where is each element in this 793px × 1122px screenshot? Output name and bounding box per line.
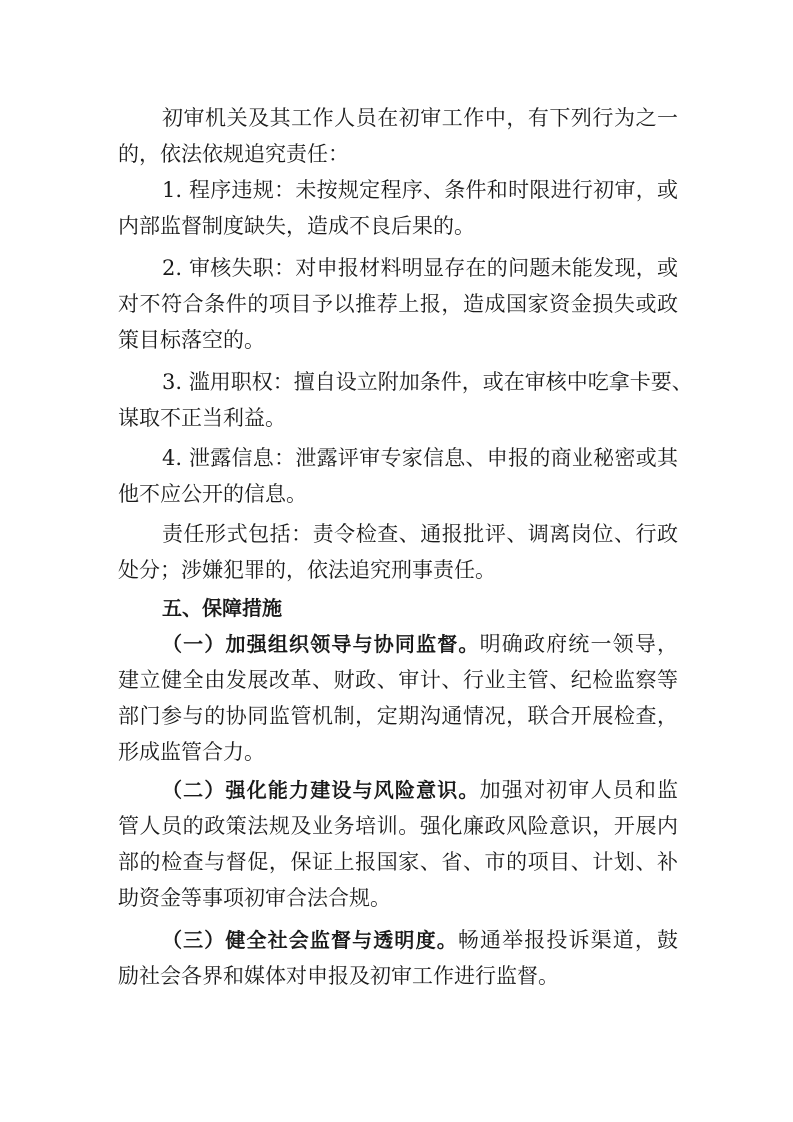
list-item-line: 他不应公开的信息。 — [118, 482, 307, 506]
paragraph-line: 初审机关及其工作人员在初审工作中，有下列行为之一 — [162, 106, 678, 130]
subsection-text: 加强对初审人员和监 — [479, 778, 678, 802]
list-item-line: 对不符合条件的项目予以推荐上报，造成国家资金损失或政 — [118, 292, 678, 316]
subsection-text: 明确政府统一领导， — [479, 632, 678, 656]
list-item-line: 4. 泄露信息：泄露评审专家信息、申报的商业秘密或其 — [162, 446, 678, 470]
subsection-line — [162, 922, 678, 958]
list-item-line: 1. 程序违规：未按规定程序、条件和时限进行初审，或 — [162, 178, 678, 202]
subsection-line: 部门参与的协同监管机制，定期沟通情况，联合开展检查， — [118, 704, 678, 728]
list-item-line: 2. 审核失职：对申报材料明显存在的问题未能发现，或 — [162, 256, 678, 280]
paragraph-line: 的，依法依规追究责任： — [118, 142, 349, 166]
list-item-line: 3. 滥用职权：擅自设立附加条件，或在审核中吃拿卡要、 — [162, 370, 693, 394]
list-item-line: 策目标落空的。 — [118, 328, 265, 352]
subsection-line: 部的检查与督促，保证上报国家、省、市的项目、计划、补 — [118, 850, 678, 874]
list-item-line: 内部监督制度缺失，造成不良后果的。 — [118, 214, 475, 238]
list-item-line: 谋取不正当利益。 — [118, 406, 286, 430]
subsection-title: （三）健全社会监督与透明度。 — [162, 928, 458, 952]
subsection-line — [162, 772, 678, 808]
subsection-line: 建立健全由发展改革、财政、审计、行业主管、纪检监察等 — [118, 668, 678, 692]
subsection-line: 管人员的政策法规及业务培训。强化廉政风险意识，开展内 — [118, 814, 678, 838]
paragraph-line: 处分；涉嫌犯罪的，依法追究刑事责任。 — [118, 558, 496, 582]
paragraph-line: 责任形式包括：责令检查、通报批评、调离岗位、行政 — [162, 522, 678, 546]
subsection-line: 励社会各界和媒体对申报及初审工作进行监督。 — [118, 964, 559, 988]
subsection-line: 形成监管合力。 — [118, 740, 265, 764]
subsection-text: 畅通举报投诉渠道，鼓 — [457, 928, 679, 952]
subsection-title: （二）强化能力建设与风险意识。 — [162, 778, 480, 802]
subsection-title: （一）加强组织领导与协同监督。 — [162, 632, 480, 656]
section-heading: 五、保障措施 — [162, 596, 282, 620]
subsection-line: 助资金等事项初审合法合规。 — [118, 886, 391, 910]
subsection-line — [162, 626, 678, 662]
